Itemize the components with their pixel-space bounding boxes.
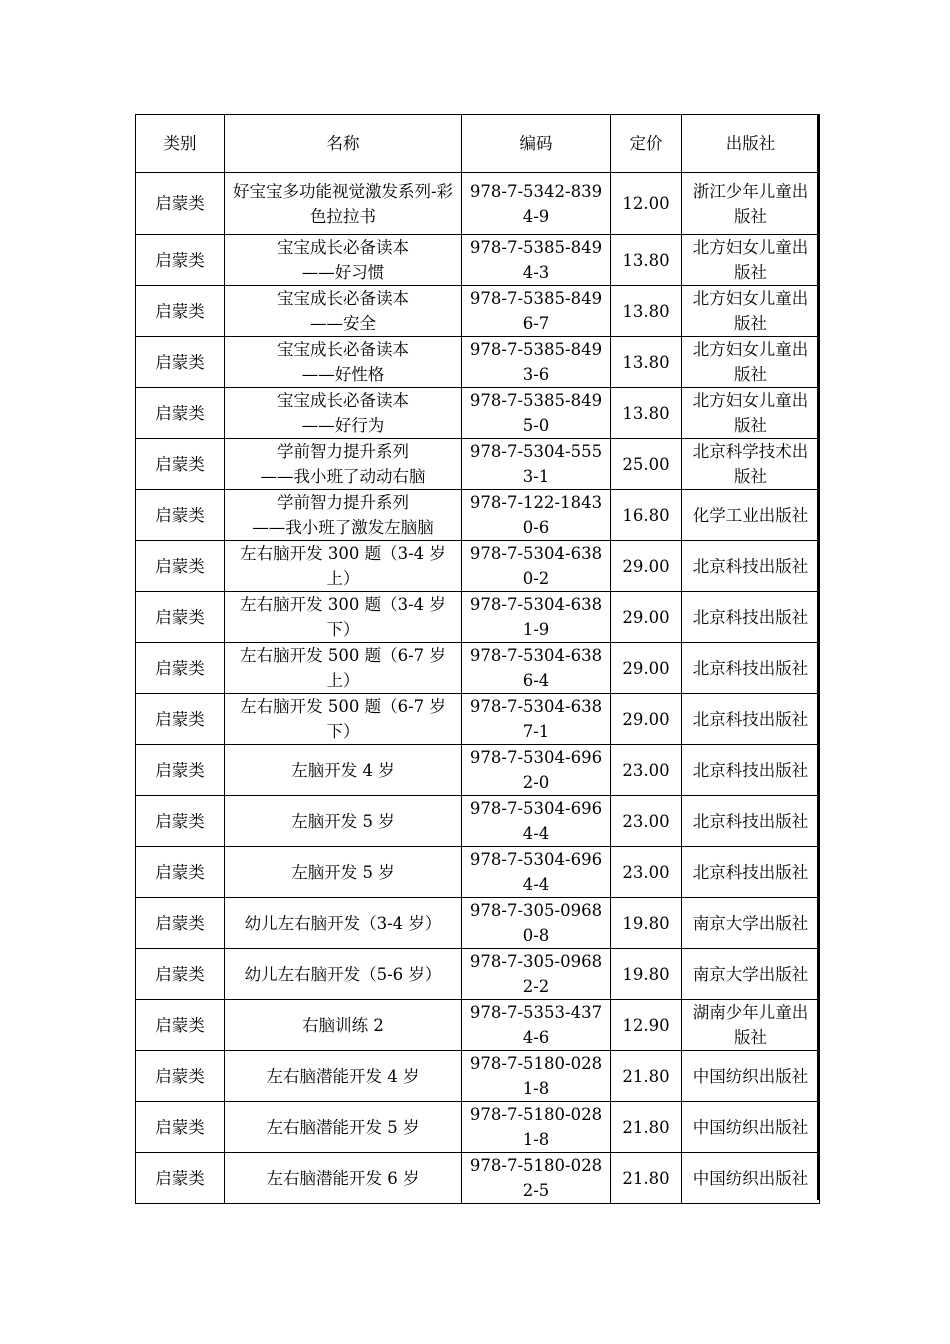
header-category: 类别 xyxy=(136,115,225,173)
cell-name: 好宝宝多功能视觉激发系列-彩色拉拉书 xyxy=(225,173,462,235)
cell-category: 启蒙类 xyxy=(136,847,225,898)
cell-code: 978-7-5304-6964-4 xyxy=(462,847,611,898)
cell-price: 19.80 xyxy=(611,898,682,949)
cell-name: 左右脑开发 500 题（6-7 岁下） xyxy=(225,694,462,745)
cell-name: 左脑开发 4 岁 xyxy=(225,745,462,796)
cell-price: 21.80 xyxy=(611,1051,682,1102)
header-publisher: 出版社 xyxy=(682,115,820,173)
table-body xyxy=(136,173,820,1204)
cell-publisher: 北京科技出版社 xyxy=(682,796,820,847)
cell-publisher: 北京科学技术出版社 xyxy=(682,439,820,490)
cell-name: 右脑训练 2 xyxy=(225,1000,462,1051)
cell-publisher: 中国纺织出版社 xyxy=(682,1153,820,1204)
cell-category: 启蒙类 xyxy=(136,541,225,592)
cell-publisher: 北方妇女儿童出版社 xyxy=(682,235,820,286)
cell-price: 29.00 xyxy=(611,643,682,694)
cell-price: 12.90 xyxy=(611,1000,682,1051)
table-header xyxy=(136,115,820,173)
cell-code: 978-7-5304-5553-1 xyxy=(462,439,611,490)
name-line-1: 学前智力提升系列 xyxy=(277,493,409,512)
header-code: 编码 xyxy=(462,115,611,173)
cell-price: 29.00 xyxy=(611,694,682,745)
cell-category: 启蒙类 xyxy=(136,694,225,745)
cell-code: 978-7-5304-6387-1 xyxy=(462,694,611,745)
cell-price: 23.00 xyxy=(611,745,682,796)
cell-price: 13.80 xyxy=(611,286,682,337)
cell-category: 启蒙类 xyxy=(136,898,225,949)
cell-code: 978-7-5180-0281-8 xyxy=(462,1102,611,1153)
cell-price: 25.00 xyxy=(611,439,682,490)
cell-publisher: 南京大学出版社 xyxy=(682,949,820,1000)
table-row xyxy=(136,1000,820,1051)
cell-price: 29.00 xyxy=(611,592,682,643)
cell-name: 左右脑潜能开发 5 岁 xyxy=(225,1102,462,1153)
cell-price: 12.00 xyxy=(611,173,682,235)
cell-publisher: 北方妇女儿童出版社 xyxy=(682,286,820,337)
table-row xyxy=(136,592,820,643)
cell-name: 左右脑潜能开发 4 岁 xyxy=(225,1051,462,1102)
cell-name: 左脑开发 5 岁 xyxy=(225,847,462,898)
book-table xyxy=(135,114,820,1204)
table-row xyxy=(136,1102,820,1153)
cell-code: 978-7-5304-6964-4 xyxy=(462,796,611,847)
cell-code: 978-7-5385-8495-0 xyxy=(462,388,611,439)
cell-price: 13.80 xyxy=(611,235,682,286)
table-row xyxy=(136,745,820,796)
cell-code: 978-7-305-09680-8 xyxy=(462,898,611,949)
cell-code: 978-7-5304-6962-0 xyxy=(462,745,611,796)
cell-price: 21.80 xyxy=(611,1153,682,1204)
header-price: 定价 xyxy=(611,115,682,173)
cell-code: 978-7-122-18430-6 xyxy=(462,490,611,541)
cell-category: 启蒙类 xyxy=(136,592,225,643)
header-name: 名称 xyxy=(225,115,462,173)
table-row xyxy=(136,388,820,439)
name-line-2: ——我小班了激发左脑脑 xyxy=(252,518,434,537)
cell-category: 启蒙类 xyxy=(136,337,225,388)
table-row xyxy=(136,1051,820,1102)
cell-name xyxy=(225,337,462,388)
cell-name: 左右脑开发 300 题（3-4 岁上） xyxy=(225,541,462,592)
cell-name: 左脑开发 5 岁 xyxy=(225,796,462,847)
cell-price: 13.80 xyxy=(611,388,682,439)
cell-code: 978-7-5342-8394-9 xyxy=(462,173,611,235)
cell-category: 启蒙类 xyxy=(136,796,225,847)
cell-publisher: 北方妇女儿童出版社 xyxy=(682,388,820,439)
cell-price: 13.80 xyxy=(611,337,682,388)
name-line-1: 宝宝成长必备读本 xyxy=(277,289,409,308)
cell-publisher: 湖南少年儿童出版社 xyxy=(682,1000,820,1051)
cell-name xyxy=(225,286,462,337)
cell-price: 19.80 xyxy=(611,949,682,1000)
cell-publisher: 北京科技出版社 xyxy=(682,592,820,643)
cell-code: 978-7-5304-6380-2 xyxy=(462,541,611,592)
cell-name xyxy=(225,439,462,490)
cell-code: 978-7-5353-4374-6 xyxy=(462,1000,611,1051)
cell-category: 启蒙类 xyxy=(136,173,225,235)
cell-price: 23.00 xyxy=(611,796,682,847)
cell-publisher: 北京科技出版社 xyxy=(682,745,820,796)
table-row xyxy=(136,286,820,337)
cell-publisher: 北京科技出版社 xyxy=(682,847,820,898)
cell-code: 978-7-5385-8493-6 xyxy=(462,337,611,388)
name-line-1: 学前智力提升系列 xyxy=(277,442,409,461)
cell-name xyxy=(225,388,462,439)
cell-code: 978-7-5180-0282-5 xyxy=(462,1153,611,1204)
cell-name: 幼儿左右脑开发（5-6 岁） xyxy=(225,949,462,1000)
cell-publisher: 北方妇女儿童出版社 xyxy=(682,337,820,388)
name-line-2: ——好性格 xyxy=(301,365,385,384)
cell-publisher: 北京科技出版社 xyxy=(682,643,820,694)
table-row xyxy=(136,490,820,541)
cell-category: 启蒙类 xyxy=(136,745,225,796)
table-row xyxy=(136,337,820,388)
cell-name xyxy=(225,490,462,541)
name-line-2: ——好行为 xyxy=(301,416,385,435)
name-line-2: ——安全 xyxy=(310,314,376,333)
cell-category: 启蒙类 xyxy=(136,286,225,337)
cell-category: 启蒙类 xyxy=(136,235,225,286)
cell-code: 978-7-305-09682-2 xyxy=(462,949,611,1000)
cell-price: 21.80 xyxy=(611,1102,682,1153)
cell-category: 启蒙类 xyxy=(136,949,225,1000)
cell-code: 978-7-5385-8494-3 xyxy=(462,235,611,286)
cell-category: 启蒙类 xyxy=(136,643,225,694)
cell-publisher: 北京科技出版社 xyxy=(682,541,820,592)
table-row xyxy=(136,235,820,286)
table-row xyxy=(136,1153,820,1204)
cell-category: 启蒙类 xyxy=(136,1102,225,1153)
table-right-border xyxy=(817,114,819,1200)
cell-publisher: 中国纺织出版社 xyxy=(682,1102,820,1153)
cell-price: 16.80 xyxy=(611,490,682,541)
cell-name: 左右脑潜能开发 6 岁 xyxy=(225,1153,462,1204)
cell-name: 幼儿左右脑开发（3-4 岁） xyxy=(225,898,462,949)
cell-code: 978-7-5304-6386-4 xyxy=(462,643,611,694)
cell-name xyxy=(225,235,462,286)
cell-category: 启蒙类 xyxy=(136,1153,225,1204)
cell-price: 29.00 xyxy=(611,541,682,592)
cell-code: 978-7-5304-6381-9 xyxy=(462,592,611,643)
cell-name: 左右脑开发 300 题（3-4 岁下） xyxy=(225,592,462,643)
cell-category: 启蒙类 xyxy=(136,490,225,541)
cell-publisher: 化学工业出版社 xyxy=(682,490,820,541)
cell-publisher: 中国纺织出版社 xyxy=(682,1051,820,1102)
cell-code: 978-7-5385-8496-7 xyxy=(462,286,611,337)
name-line-1: 宝宝成长必备读本 xyxy=(277,340,409,359)
cell-publisher: 浙江少年儿童出版社 xyxy=(682,173,820,235)
table-row xyxy=(136,949,820,1000)
table-row xyxy=(136,643,820,694)
table-row xyxy=(136,541,820,592)
cell-name: 左右脑开发 500 题（6-7 岁上） xyxy=(225,643,462,694)
name-line-2: ——好习惯 xyxy=(301,263,385,282)
cell-category: 启蒙类 xyxy=(136,439,225,490)
table-row xyxy=(136,796,820,847)
table-row xyxy=(136,439,820,490)
name-line-1: 宝宝成长必备读本 xyxy=(277,391,409,410)
cell-publisher: 北京科技出版社 xyxy=(682,694,820,745)
cell-category: 启蒙类 xyxy=(136,1051,225,1102)
table-row xyxy=(136,847,820,898)
table-row xyxy=(136,694,820,745)
table-row xyxy=(136,898,820,949)
name-line-1: 宝宝成长必备读本 xyxy=(277,238,409,257)
table-row xyxy=(136,173,820,235)
cell-price: 23.00 xyxy=(611,847,682,898)
cell-publisher: 南京大学出版社 xyxy=(682,898,820,949)
name-line-2: ——我小班了动动右脑 xyxy=(260,467,426,486)
cell-category: 启蒙类 xyxy=(136,388,225,439)
cell-code: 978-7-5180-0281-8 xyxy=(462,1051,611,1102)
cell-category: 启蒙类 xyxy=(136,1000,225,1051)
